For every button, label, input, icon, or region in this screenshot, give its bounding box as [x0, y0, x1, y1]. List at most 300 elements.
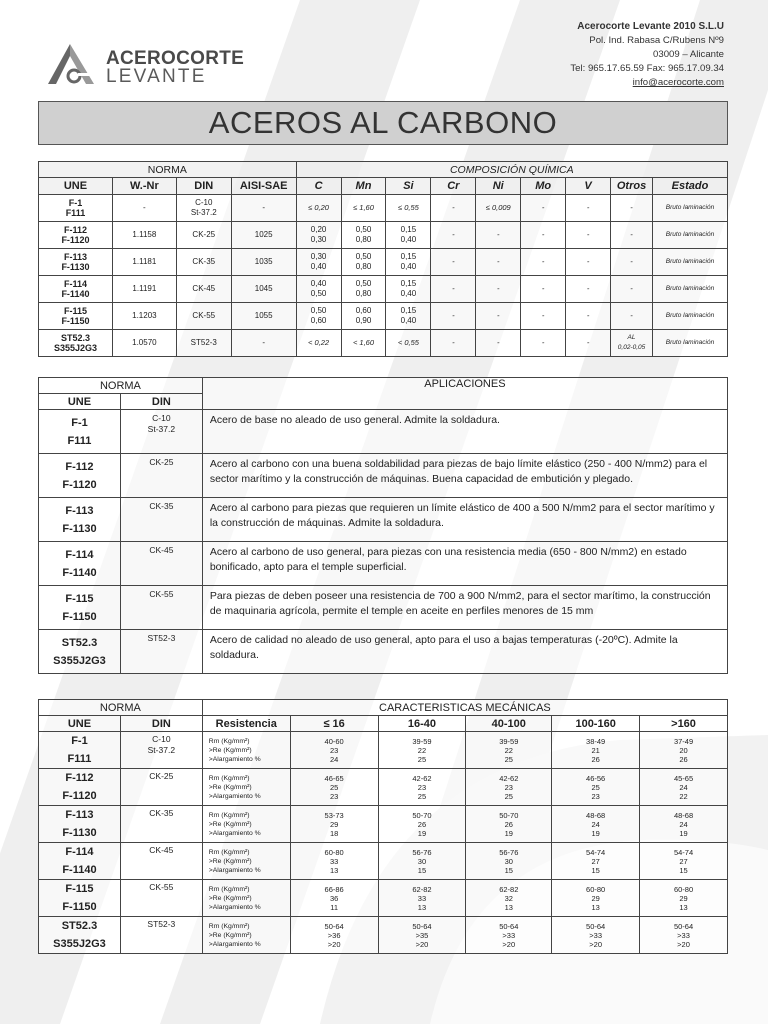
din-line: CK-25: [192, 230, 216, 239]
une-cell: [39, 276, 113, 303]
otros-value: -: [630, 311, 633, 320]
property-value: 19: [679, 828, 688, 838]
din-line: St-37.2: [190, 208, 217, 217]
c-value: 0,30: [310, 252, 327, 261]
property-value: 30: [504, 856, 513, 866]
property-value: 25: [591, 782, 600, 792]
din-cell: [120, 498, 202, 542]
table-row: [39, 732, 728, 769]
table-row: [39, 222, 728, 249]
norma-group-header: NORMA: [39, 700, 203, 716]
property-value: 24: [329, 754, 339, 764]
logo-triangle-icon: [44, 40, 104, 86]
value-cell: [466, 732, 552, 769]
value-cell: [290, 917, 378, 954]
property-label: >Alargamiento %: [208, 940, 261, 948]
value-cell: [552, 880, 640, 917]
property-value: 22: [504, 745, 513, 755]
une-line: F-115: [65, 592, 94, 605]
otros-cell: [611, 276, 653, 303]
mn-value: 0,50: [355, 225, 372, 234]
une-line: F-112: [63, 225, 87, 235]
value-cell: [552, 917, 640, 954]
mechanical-table: [38, 699, 728, 954]
une-line: F-1: [71, 735, 88, 747]
property-value: 23: [504, 782, 513, 792]
property-value: 15: [504, 865, 513, 875]
col-header-40-100: 40-100: [466, 716, 552, 732]
composition-table: [38, 161, 728, 357]
une-line: F-1130: [62, 522, 97, 535]
estado-cell: Bruto laminación: [653, 330, 728, 357]
une-line: F-1150: [61, 316, 90, 326]
une-line: ST52.3: [61, 636, 98, 649]
col-header-une: UNE: [39, 394, 121, 410]
si-cell: [386, 330, 431, 357]
otros-cell: [611, 330, 653, 357]
company-address-line1: Pol. Ind. Rabasa C/Rubens Nº9: [589, 35, 724, 46]
din-line: CK-45: [149, 545, 174, 555]
wnr-cell: 1.0570: [112, 330, 176, 357]
ni-cell: -: [476, 222, 521, 249]
c-value: 0,50: [310, 306, 327, 315]
resistencia-labels: [202, 732, 290, 769]
c-value: 0,30: [310, 235, 327, 244]
application-text: Acero de calidad no aleado de uso general, apto para el uso a bajas temperaturas (-20ºC). Admite la soldadura.: [202, 630, 727, 674]
din-line: ST52-3: [147, 919, 176, 929]
din-line: CK-45: [192, 284, 216, 293]
din-line: ST52-3: [147, 633, 176, 643]
din-line: C-10: [195, 198, 213, 207]
value-cell: [290, 880, 378, 917]
property-value: 18: [329, 828, 339, 838]
mn-value: 0,90: [355, 316, 372, 325]
mn-cell: [341, 303, 386, 330]
c-value: < 0,22: [308, 338, 330, 347]
mn-cell: [341, 276, 386, 303]
col-header-din: DIN: [176, 178, 231, 195]
estado-cell: Bruto laminación: [653, 195, 728, 222]
si-cell: [386, 195, 431, 222]
col-header-ni: Ni: [476, 178, 521, 195]
mn-value: 0,80: [355, 235, 372, 244]
col-header-16-40: 16-40: [378, 716, 466, 732]
c-cell: [296, 303, 341, 330]
mn-cell: [341, 249, 386, 276]
property-value: 29: [591, 893, 600, 903]
property-value: 46-56: [586, 773, 606, 783]
property-value: 26: [504, 819, 513, 829]
property-value: 46-65: [324, 773, 344, 783]
si-cell: [386, 249, 431, 276]
property-value: 60-80: [673, 884, 694, 894]
value-cell: [466, 880, 552, 917]
une-line: F-113: [63, 252, 87, 262]
property-value: >20: [502, 939, 516, 949]
c-cell: [296, 195, 341, 222]
property-value: 25: [504, 791, 513, 801]
une-line: F-1120: [62, 790, 97, 802]
value-cell: [640, 917, 728, 954]
value-cell: [640, 732, 728, 769]
une-line: F-114: [65, 846, 94, 858]
mn-value: 0,80: [355, 289, 372, 298]
property-value: 38-49: [586, 736, 606, 746]
une-line: S355J2G3: [53, 938, 106, 950]
otros-cell: [611, 303, 653, 330]
si-value: 0,15: [400, 225, 417, 234]
cr-cell: -: [431, 195, 476, 222]
din-cell: [176, 195, 231, 222]
logo-text-top: ACEROCORTE: [106, 48, 245, 69]
din-cell: [120, 630, 202, 674]
col-header-wnr: W.-Nr: [112, 178, 176, 195]
table-row: [39, 303, 728, 330]
une-cell: [39, 843, 121, 880]
value-cell: [466, 769, 552, 806]
c-value: 0,20: [310, 225, 327, 234]
din-line: CK-35: [149, 808, 174, 818]
composition-group-header: COMPOSICIÓN QUÍMICA: [296, 162, 727, 178]
une-line: F-113: [65, 504, 94, 517]
si-value: < 0,55: [397, 338, 419, 347]
ni-cell: -: [476, 330, 521, 357]
col-header-une: UNE: [39, 716, 121, 732]
din-line: CK-35: [192, 257, 216, 266]
si-value: 0,40: [400, 262, 417, 271]
property-label: >Re (Kg/mm²): [208, 857, 252, 865]
din-cell: [176, 222, 231, 249]
une-line: F-1140: [61, 289, 90, 299]
property-value: 15: [591, 865, 600, 875]
une-line: F-1: [71, 416, 88, 429]
din-cell: [120, 880, 202, 917]
din-line: C-10: [152, 734, 171, 744]
din-cell: [120, 454, 202, 498]
wnr-cell: 1.1191: [112, 276, 176, 303]
otros-value: -: [630, 257, 633, 266]
si-value: 0,40: [400, 289, 417, 298]
property-value: 40-60: [324, 736, 344, 746]
property-value: 13: [591, 902, 600, 912]
une-cell: [39, 769, 121, 806]
property-value: 19: [504, 828, 513, 838]
une-line: S355J2G3: [53, 654, 106, 667]
property-value: 50-64: [412, 921, 432, 931]
c-value: 0,60: [310, 316, 327, 325]
property-value: 22: [679, 791, 688, 801]
v-cell: -: [566, 276, 611, 303]
property-value: 25: [417, 791, 427, 801]
une-line: F-114: [65, 548, 94, 561]
din-cell: [120, 586, 202, 630]
property-value: 39-59: [412, 736, 432, 746]
table-row: [39, 843, 728, 880]
property-value: 15: [417, 865, 427, 875]
mo-cell: -: [521, 195, 566, 222]
logo-text-bottom: LEVANTE: [106, 66, 207, 87]
company-logo: [44, 40, 245, 90]
din-cell: [176, 330, 231, 357]
une-line: ST52.3: [61, 920, 98, 932]
table-row: [39, 806, 728, 843]
une-line: S355J2G3: [53, 343, 97, 353]
c-cell: [296, 276, 341, 303]
property-value: 27: [679, 856, 688, 866]
property-value: 50-64: [673, 921, 694, 931]
din-line: ST52-3: [190, 338, 217, 347]
une-line: F-1130: [62, 827, 97, 839]
aisi-cell: -: [231, 195, 296, 222]
value-cell: [378, 769, 466, 806]
din-line: St-37.2: [147, 745, 176, 755]
mn-cell: [341, 222, 386, 249]
col-header-le16: ≤ 16: [290, 716, 378, 732]
table-row: [39, 249, 728, 276]
aisi-cell: 1055: [231, 303, 296, 330]
property-value: 48-68: [586, 810, 606, 820]
property-value: >33: [589, 930, 602, 940]
resistencia-labels: [202, 917, 290, 954]
otros-value: 0,02-0,05: [617, 344, 646, 351]
property-value: 39-59: [499, 736, 519, 746]
property-label: >Re (Kg/mm²): [208, 746, 252, 754]
col-header-100-160: 100-160: [552, 716, 640, 732]
une-cell: [39, 303, 113, 330]
property-value: 62-82: [499, 884, 519, 894]
c-value: 0,40: [310, 279, 327, 288]
cr-cell: -: [431, 276, 476, 303]
property-value: 23: [329, 745, 339, 755]
mo-cell: -: [521, 249, 566, 276]
property-value: 30: [417, 856, 427, 866]
property-label: >Alargamiento %: [208, 829, 261, 837]
property-value: 42-62: [412, 773, 432, 783]
c-value: ≤ 0,20: [308, 203, 329, 212]
application-text: Acero al carbono con una buena soldabilidad para piezas de bajo límite elástico (250 - 400 N/mm2) para el sector marítimo y la construcción de máquinas. Buena capacidad de embutición y plegado.: [202, 454, 727, 498]
value-cell: [466, 843, 552, 880]
property-value: 25: [417, 754, 427, 764]
une-cell: [39, 630, 121, 674]
col-header-otros: Otros: [611, 178, 653, 195]
value-cell: [640, 880, 728, 917]
une-line: F-1120: [61, 235, 90, 245]
aisi-cell: 1045: [231, 276, 296, 303]
mo-cell: -: [521, 303, 566, 330]
si-value: ≤ 0,55: [398, 203, 419, 212]
une-line: F111: [67, 753, 92, 765]
property-label: Rm (Kg/mm²): [208, 922, 250, 930]
property-value: >20: [327, 939, 341, 949]
property-value: 56-76: [412, 847, 432, 857]
din-cell: [120, 917, 202, 954]
property-value: 24: [679, 819, 688, 829]
estado-cell: Bruto laminación: [653, 249, 728, 276]
application-text: Para piezas de deben poseer una resistencia de 700 a 900 N/mm2, para el sector marítimo, la construcción de maquinaria agrícola, permite el temple en aceite en perfiles menores de 15 mm: [202, 586, 727, 630]
wnr-cell: 1.1181: [112, 249, 176, 276]
property-value: 25: [329, 782, 339, 792]
une-cell: [39, 498, 121, 542]
une-line: F111: [65, 208, 86, 218]
c-value: 0,40: [310, 262, 327, 271]
mo-cell: -: [521, 222, 566, 249]
une-cell: [39, 330, 113, 357]
property-label: >Alargamiento %: [208, 792, 261, 800]
col-header-din: DIN: [120, 716, 202, 732]
si-cell: [386, 222, 431, 249]
une-cell: [39, 586, 121, 630]
property-label: >Alargamiento %: [208, 903, 261, 911]
aisi-cell: 1035: [231, 249, 296, 276]
une-line: F-1150: [62, 610, 97, 623]
property-value: 56-76: [499, 847, 519, 857]
property-value: 42-62: [499, 773, 519, 783]
page-title: ACEROS AL CARBONO: [208, 105, 558, 140]
property-value: 37-49: [673, 736, 694, 746]
din-cell: [120, 843, 202, 880]
value-cell: [466, 917, 552, 954]
property-value: 50-70: [412, 810, 432, 820]
property-value: >33: [502, 930, 516, 940]
si-cell: [386, 303, 431, 330]
table-row: [39, 454, 728, 498]
property-value: 60-80: [586, 884, 606, 894]
une-cell: [39, 732, 121, 769]
mn-value: ≤ 1,60: [353, 203, 374, 212]
din-cell: [120, 542, 202, 586]
value-cell: [378, 806, 466, 843]
company-info: [570, 20, 724, 90]
company-phone: Tel: 965.17.65.59 Fax: 965.17.09.34: [570, 63, 724, 74]
property-value: 13: [329, 865, 339, 875]
otros-cell: [611, 195, 653, 222]
table-row: [39, 195, 728, 222]
property-label: Rm (Kg/mm²): [208, 737, 250, 745]
property-value: >20: [589, 939, 602, 949]
property-label: Rm (Kg/mm²): [208, 774, 250, 782]
mechanical-group-header: CARACTERISTICAS MECÁNICAS: [202, 700, 727, 716]
col-header-v: V: [566, 178, 611, 195]
une-cell: [39, 222, 113, 249]
property-value: 33: [329, 856, 339, 866]
value-cell: [552, 843, 640, 880]
c-cell: [296, 249, 341, 276]
resistencia-labels: [202, 769, 290, 806]
c-value: 0,50: [310, 289, 327, 298]
v-cell: -: [566, 330, 611, 357]
v-cell: -: [566, 195, 611, 222]
une-line: ST52.3: [60, 333, 90, 343]
ni-cell: -: [476, 303, 521, 330]
property-value: 23: [417, 782, 427, 792]
property-value: 36: [329, 893, 339, 903]
une-cell: [39, 410, 121, 454]
une-cell: [39, 880, 121, 917]
aisi-cell: 1025: [231, 222, 296, 249]
din-line: CK-55: [149, 589, 174, 599]
ni-cell: ≤ 0,009: [476, 195, 521, 222]
estado-cell: Bruto laminación: [653, 303, 728, 330]
property-value: >36: [327, 930, 341, 940]
property-label: >Re (Kg/mm²): [208, 783, 252, 791]
une-line: F-1120: [62, 478, 97, 491]
table-row: [39, 498, 728, 542]
property-value: 13: [504, 902, 513, 912]
value-cell: [552, 769, 640, 806]
company-name: Acerocorte Levante 2010 S.L.U: [577, 21, 724, 32]
estado-cell: Bruto laminación: [653, 222, 728, 249]
table-row: [39, 330, 728, 357]
property-label: >Re (Kg/mm²): [208, 820, 252, 828]
si-value: 0,15: [400, 279, 417, 288]
property-value: 50-64: [499, 921, 519, 931]
col-header-mn: Mn: [341, 178, 386, 195]
si-value: 0,15: [400, 252, 417, 261]
din-line: CK-45: [149, 845, 174, 855]
value-cell: [552, 732, 640, 769]
din-line: St-37.2: [147, 424, 176, 434]
property-value: 24: [591, 819, 600, 829]
wnr-cell: 1.1203: [112, 303, 176, 330]
mo-cell: -: [521, 330, 566, 357]
company-email-link[interactable]: info@acerocorte.com: [632, 77, 724, 88]
property-label: >Re (Kg/mm²): [208, 931, 252, 939]
cr-cell: -: [431, 249, 476, 276]
property-value: 53-73: [324, 810, 344, 820]
property-value: 15: [679, 865, 688, 875]
wnr-cell: -: [112, 195, 176, 222]
value-cell: [290, 769, 378, 806]
property-label: >Alargamiento %: [208, 755, 261, 763]
value-cell: [466, 806, 552, 843]
property-label: >Re (Kg/mm²): [208, 894, 252, 902]
property-value: 20: [679, 745, 688, 755]
value-cell: [290, 732, 378, 769]
cr-cell: -: [431, 330, 476, 357]
wnr-cell: 1.1158: [112, 222, 176, 249]
aisi-cell: -: [231, 330, 296, 357]
mo-cell: -: [521, 276, 566, 303]
din-line: CK-55: [192, 311, 216, 320]
property-value: 54-74: [586, 847, 606, 857]
property-value: 45-65: [673, 773, 694, 783]
mn-cell: [341, 195, 386, 222]
une-cell: [39, 195, 113, 222]
property-label: Rm (Kg/mm²): [208, 848, 250, 856]
property-value: 19: [417, 828, 427, 838]
col-header-si: Si: [386, 178, 431, 195]
mn-value: 0,80: [355, 262, 372, 271]
col-header-gt160: >160: [640, 716, 728, 732]
table-row: [39, 542, 728, 586]
resistencia-labels: [202, 880, 290, 917]
v-cell: -: [566, 303, 611, 330]
value-cell: [640, 769, 728, 806]
din-line: CK-35: [149, 501, 174, 511]
property-value: 23: [591, 791, 600, 801]
property-label: Rm (Kg/mm²): [208, 811, 250, 819]
property-value: 21: [591, 745, 600, 755]
estado-cell: Bruto laminación: [653, 276, 728, 303]
property-label: Rm (Kg/mm²): [208, 885, 250, 893]
une-line: F-112: [65, 772, 94, 784]
mn-value: 0,50: [355, 279, 372, 288]
col-header-resistencia: Resistencia: [202, 716, 290, 732]
din-cell: [120, 769, 202, 806]
value-cell: [640, 806, 728, 843]
norma-group-header: NORMA: [39, 378, 203, 394]
property-value: 62-82: [412, 884, 432, 894]
